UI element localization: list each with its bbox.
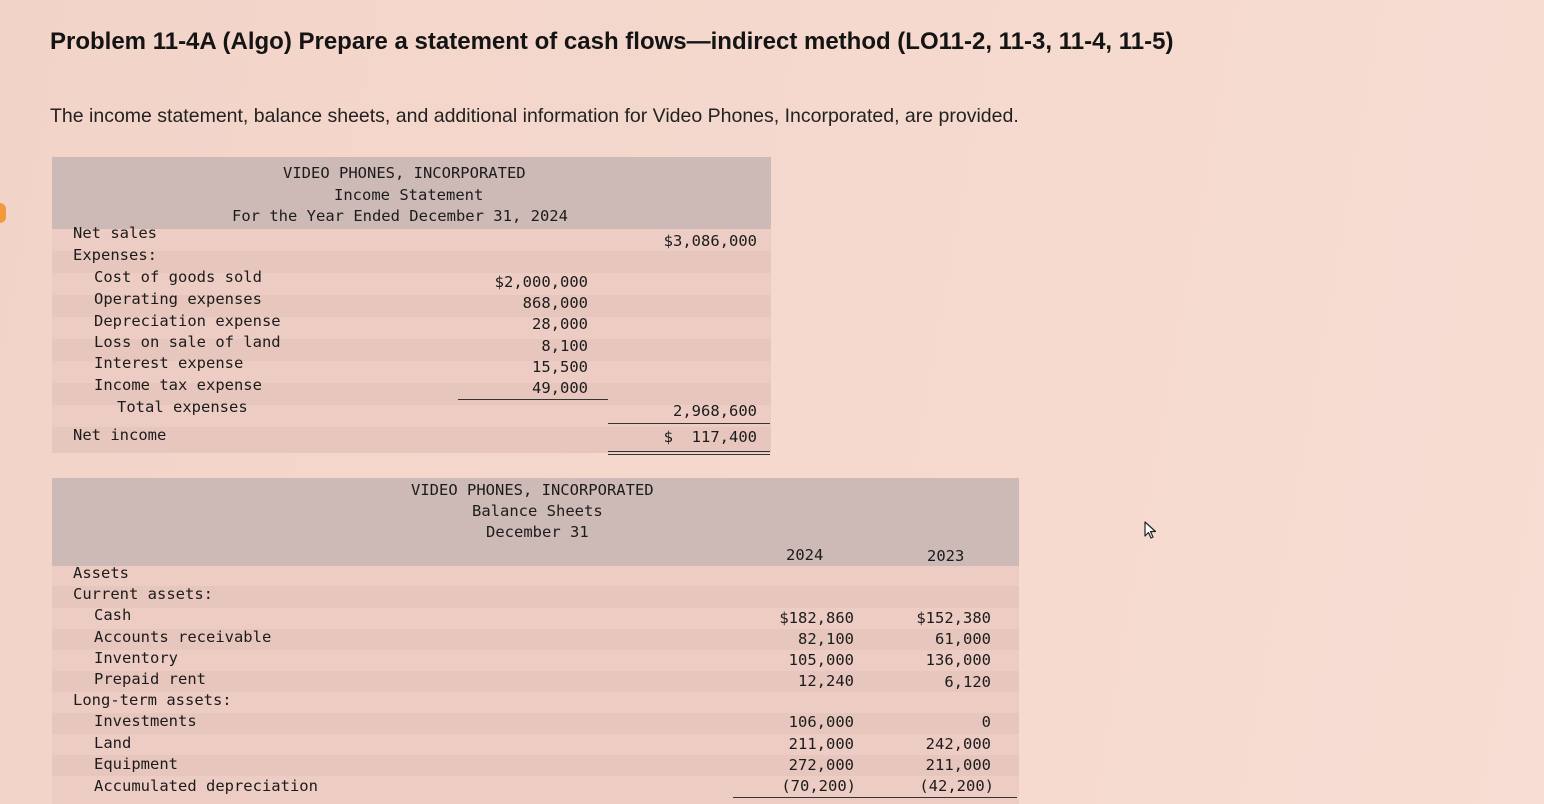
expenses-label: Expenses: [73,246,157,264]
expense-label: Income tax expense [94,376,262,394]
asset-value-2023: 6,120 [944,673,991,691]
expense-value: 8,100 [541,337,588,355]
double-rule-bottom [608,454,770,455]
is-statement-name: Income Statement [334,186,484,204]
asset-label: Cash [94,606,132,624]
asset-value-2023: 242,000 [925,735,991,753]
long-term-assets-label: Long-term assets: [73,691,232,709]
assets-label: Assets [73,564,129,582]
asset-value-2024: 211,000 [788,735,854,753]
expense-label: Operating expenses [94,290,262,308]
asset-value-2023: (42,200) [919,777,994,795]
expense-label: Loss on sale of land [94,333,281,351]
asset-value-2024: 82,100 [798,630,854,648]
side-tab-marker [0,203,6,223]
asset-value-2023: 61,000 [935,630,991,648]
asset-value-2024: 105,000 [788,651,854,669]
asset-label: Land [94,734,132,752]
asset-value-2024: 12,240 [798,672,854,690]
asset-value-2024: 272,000 [788,756,854,774]
mouse-pointer-icon [1143,521,1159,541]
intro-text: The income statement, balance sheets, and additional information for Video Phones, Incorporated, are provided. [50,105,1019,127]
net-sales-label: Net sales [73,224,157,242]
expense-value: $2,000,000 [494,273,588,291]
expense-label: Depreciation expense [94,312,281,330]
expense-value: 868,000 [522,294,588,312]
asset-label: Inventory [94,649,178,667]
asset-value-2023: 136,000 [925,651,991,669]
column-header-2024: 2024 [786,546,824,564]
current-assets-label: Current assets: [73,585,213,603]
asset-label: Accounts receivable [94,628,272,646]
net-sales-value: $3,086,000 [663,232,757,250]
asset-value-2024: (70,200) [781,777,856,795]
double-rule-top [608,451,770,452]
column-header-2023: 2023 [927,547,965,565]
expense-value: 49,000 [532,379,588,397]
expense-label: Cost of goods sold [94,268,262,286]
asset-value-2024: 106,000 [788,713,854,731]
bs-date: December 31 [486,523,589,541]
total-rule [608,423,770,424]
asset-value-2024: $182,860 [779,609,854,627]
total-expenses-value: 2,968,600 [673,402,757,420]
expense-value: 28,000 [532,315,588,333]
expense-value: 15,500 [532,358,588,376]
asset-label: Prepaid rent [94,670,206,688]
asset-label: Investments [94,712,197,730]
is-period: For the Year Ended December 31, 2024 [232,207,568,225]
bs-statement-name: Balance Sheets [472,502,603,520]
total-expenses-label: Total expenses [117,398,248,416]
is-company-name: VIDEO PHONES, INCORPORATED [283,164,526,182]
bs-company-name: VIDEO PHONES, INCORPORATED [411,481,654,499]
page-title: Problem 11-4A (Algo) Prepare a statement of cash flows—indirect method (LO11-2, 11-3, 11-4, 11-5) [50,28,1174,55]
asset-value-2023: $152,380 [916,609,991,627]
subtotal-rule [458,399,608,400]
asset-label: Accumulated depreciation [94,777,318,795]
subtotal-rule [733,797,1017,798]
net-income-label: Net income [73,426,167,444]
expense-label: Interest expense [94,354,244,372]
asset-label: Equipment [94,755,178,773]
net-income-value: $ 117,400 [663,428,757,446]
asset-value-2023: 211,000 [925,756,991,774]
asset-value-2023: 0 [981,713,991,731]
